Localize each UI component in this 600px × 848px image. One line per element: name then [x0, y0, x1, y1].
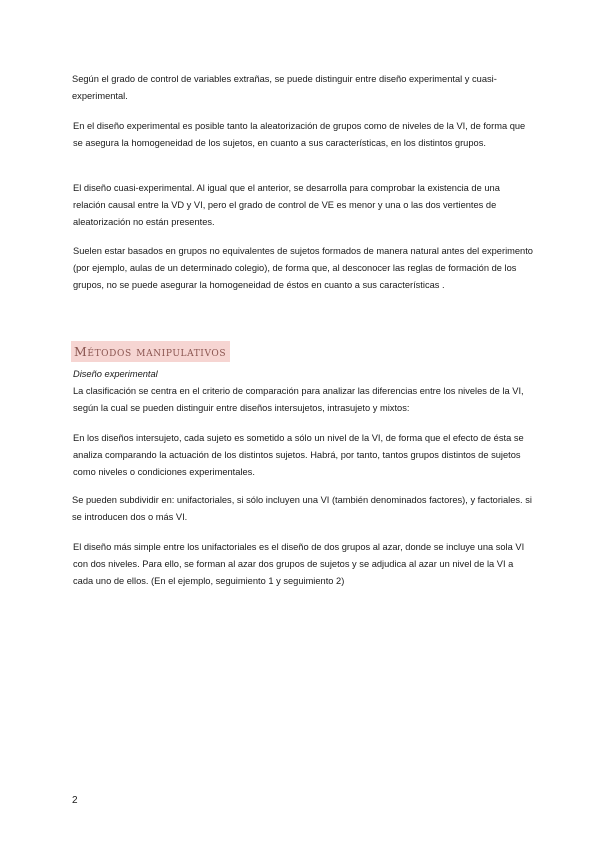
paragraph-control-variables: Según el grado de control de variables extrañas, se puede distinguir entre diseño experimental y cuasi-experimental. — [72, 74, 497, 101]
paragraph-quasi-experimental: El diseño cuasi-experimental. Al igual que el anterior, se desarrolla para comprobar la existencia de una relación causal entre la VD y VI, pero el grado de control de VE es menor y una o las dos vertientes de aleatorización no están presentes. — [73, 183, 500, 227]
paragraph-subdivision: Se pueden subdividir en: unifactoriales, si sólo incluyen una VI (también denominados factores), y factoriales. si se introducen dos o más VI. — [72, 495, 532, 522]
section-subheading: Diseño experimental — [73, 369, 158, 379]
paragraph-intersubject: En los diseños intersujeto, cada sujeto es sometido a sólo un nivel de la VI, de forma que el efecto de ésta se analiza comparando la actuación de los distintos sujetos. Habrá, por tanto, tantos grupos distintos de sujetos como niveles o condiciones experimentales. — [73, 433, 524, 477]
paragraph-experimental-design: En el diseño experimental es posible tanto la aleatorización de grupos como de niveles de la VI, de forma que se asegura la homogeneidad de los sujetos, en cuanto a sus características, en los distintos grupos. — [73, 121, 526, 148]
section-heading: Métodos manipulativos — [71, 341, 230, 362]
paragraph-two-random-groups: El diseño más simple entre los unifactoriales es el diseño de dos grupos al azar, donde se incluye una sola VI con dos niveles. Para ello, se forman al azar dos grupos de sujetos y se adjudica al azar un nivel de la VI a cada uno de ellos. (En el ejemplo, seguimiento 1 y seguimiento 2) — [73, 542, 525, 586]
paragraph-nonequivalent-groups: Suelen estar basados en grupos no equivalentes de sujetos formados de manera natural antes del experimento (por ejemplo, aulas de un determinado colegio), de forma que, al desconocer las reglas de formación de los grupos, no se puede asegurar la homogeneidad de éstos en cuanto a sus características . — [73, 246, 533, 290]
page-number: 2 — [72, 795, 78, 806]
paragraph-classification: La clasificación se centra en el criterio de comparación para analizar las diferencias entre los niveles de la VI, según la cual se pueden distinguir entre diseños intersujetos, intrasujeto y mixtos: — [73, 386, 524, 413]
